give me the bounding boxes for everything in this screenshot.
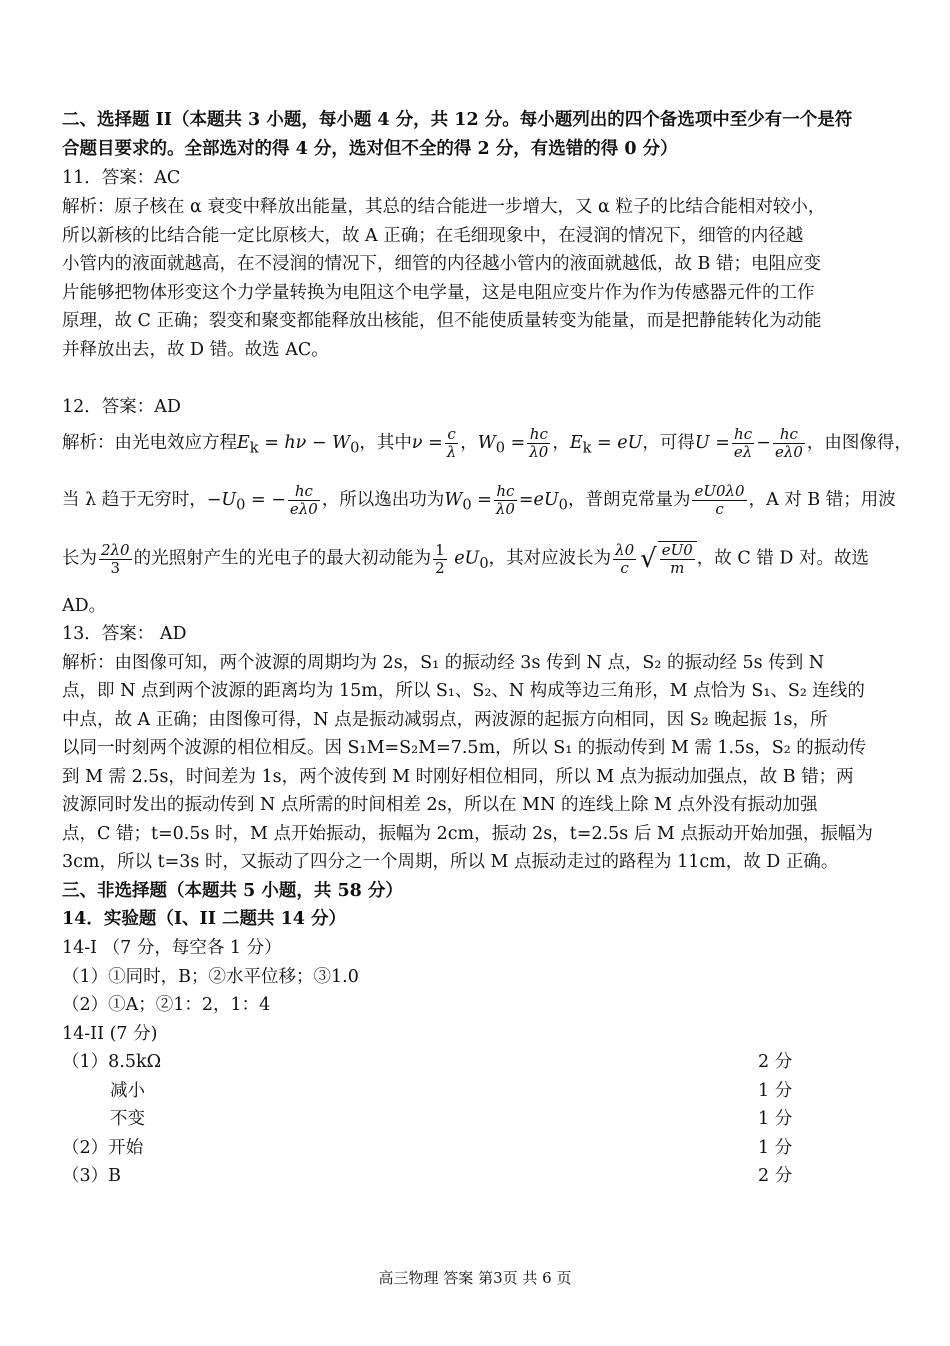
q13-line-7: 点，C 错；t=0.5s 时，M 点开始振动，振幅为 2cm，振动 2s，t=2.5s 后 M 点振动开始加强，振幅为 <box>62 824 873 844</box>
q13-line-2: 点，即 N 点到两个波源的距离均为 15m，所以 S₁、S₂、N 构成等边三角形，M 点恰为 S₁、S₂ 连线的 <box>62 681 865 701</box>
hc-over-lambda0-fraction: $\frac{hc}{\lambda 0}$ <box>529 425 549 461</box>
q11-line-6: 并释放出去，故 D 错。故选 AC。 <box>62 340 329 360</box>
one-half-fraction: $\frac{1}{2}$ <box>435 540 445 577</box>
q14-part2-row-3-label: 不变 <box>110 1109 145 1129</box>
q14-title: 14．实验题（I、II 二题共 14 分） <box>62 909 347 929</box>
q11-line-2: 所以新核的比结合能一定比原核大，故 A 正确；在毛细现象中，在浸润的情况下，细管的内径越 <box>62 226 804 246</box>
planck-constant-fraction: $\frac{eU0\lambda 0}{c}$ <box>694 482 745 518</box>
q14-part1-answer-2: （2）①A；②1：2，1：4 <box>62 995 271 1015</box>
q12-line-4: AD。 <box>62 596 107 616</box>
page-footer: 高三物理 答案 第3页 共 6 页 <box>378 1269 572 1287</box>
q14-part2-row-5-score: 2 分 <box>758 1166 793 1186</box>
hc-over-elambda-fraction: $\frac{hc}{e\lambda}$ <box>733 425 753 461</box>
q14-part1-title: 14-I （7 分，每空各 1 分） <box>62 938 282 958</box>
eu0-over-m-fraction: $\frac{eU0}{m}$ <box>661 541 693 577</box>
q13-line-6: 波源同时发出的振动传到 N 点所需的时间相差 2s，所以在 MN 的连线上除 M 点外没有振动加强 <box>62 795 818 815</box>
q14-part2-row-4-label: （2）开始 <box>62 1138 144 1158</box>
q14-part1-answer-1: （1）①同时，B；②水平位移；③1.0 <box>62 967 359 987</box>
q11-line-5: 原理，故 C 正确；裂变和聚变都能释放出核能，但不能使质量转变为能量，而是把静能转化为动能 <box>62 311 822 331</box>
q13-line-4: 以同一时刻两个波源的相位相反。因 S₁M=S₂M=7.5m，所以 S₁ 的振动传到 M 需 1.5s，S₂ 的振动传 <box>62 738 867 758</box>
q13-line-3: 中点，故 A 正确；由图像可得，N 点是振动减弱点，两波源的起振方向相同，因 S₂ 晚起振 1s，所 <box>62 710 828 730</box>
section2-heading-line1: 二、选择题 II（本题共 3 小题，每小题 4 分，共 12 分。每小题列出的四个备选项中至少有一个是符 <box>62 110 853 130</box>
c-over-lambda-fraction: $\frac{c}{\lambda}$ <box>446 425 457 461</box>
q11-line-4: 片能够把物体形变这个力学量转换为电阻这个电学量，这是电阻应变片作为作为传感器元件的工作 <box>62 283 815 303</box>
q14-part2-row-2-score: 1 分 <box>758 1081 793 1101</box>
q14-part2-row-1-score: 2 分 <box>758 1052 793 1072</box>
q11-line-1: 解析：原子核在 α 衰变中释放出能量，其总的结合能进一步增大，又 α 粒子的比结合能相对较小， <box>62 197 826 217</box>
hc-over-elambda0-fraction-2: $\frac{hc}{e\lambda 0}$ <box>289 482 318 518</box>
q14-part2-title: 14-II (7 分) <box>62 1024 158 1044</box>
q12-line-3: 长为 $\frac{2\lambda 0}{3}$ 的光照射产生的光电子的最大初动能为 $\frac{1}{2}$ $eU_0$，其对应波长为 $\frac{\lambda 0}{c}$ √ $\frac{eU0}{m}$ ，故 C 错 D 对。故选 <box>62 540 869 577</box>
q14-part2-row-1-label: （1）8.5kΩ <box>62 1052 162 1072</box>
q12-line-2: 当 λ 趋于无穷时，$-U_0$ = − $\frac{hc}{e\lambda 0}$ ，所以逸出功为$W_0$ = $\frac{hc}{\lambda 0}$ $=eU_0$，普朗克常量为 $\frac{eU0\lambda 0}{c}$ ，A 对 B 错；用波 <box>62 482 896 518</box>
q13-line-8: 3cm，所以 t=3s 时，又振动了四分之一个周期，所以 M 点振动走过的路程为 11cm，故 D 正确。 <box>62 852 839 872</box>
q14-part2-row-4-score: 1 分 <box>758 1138 793 1158</box>
q14-part2-row-3-score: 1 分 <box>758 1109 793 1129</box>
q13-answer: 13．答案： AD <box>62 624 187 644</box>
q13-line-5: 到 M 需 2.5s，时间差为 1s，两个波传到 M 时刚好相位相同，所以 M 点为振动加强点，故 B 错；两 <box>62 767 854 787</box>
hc-over-elambda0-fraction: $\frac{hc}{e\lambda 0}$ <box>774 425 803 461</box>
lambda0-over-c-fraction: $\frac{\lambda 0}{c}$ <box>615 540 635 577</box>
q12-answer: 12．答案：AD <box>62 397 181 417</box>
q12-line-1: 解析：由光电效应方程$E_k = h\nu - W_0$，其中ν = $\frac{c}{\lambda}$ ，$W_0$ = $\frac{hc}{\lambda 0}$ ，$E_k$ = eU，可得U = $\frac{hc}{e\lambda}$ − $\frac{hc}{e\lambda 0}$ ，由图像得， <box>62 425 912 461</box>
section3-heading: 三、非选择题（本题共 5 小题，共 58 分） <box>62 881 403 901</box>
q11-answer: 11．答案：AC <box>62 168 181 188</box>
q14-part2-row-5-label: （3）B <box>62 1166 121 1186</box>
q13-line-1: 解析：由图像可知，两个波源的周期均为 2s，S₁ 的振动经 3s 传到 N 点，S₂ 的振动经 5s 传到 N <box>62 653 825 673</box>
q11-line-3: 小管内的液面就越高，在不浸润的情况下，细管的内径越小管内的液面就越低，故 B 错；电阻应变 <box>62 254 821 274</box>
section2-heading-line2: 合题目要求的。全部选对的得 4 分，选对但不全的得 2 分，有选错的得 0 分） <box>62 139 678 159</box>
two-lambda0-over-3-fraction: $\frac{2\lambda 0}{3}$ <box>101 540 130 577</box>
sqrt-sign-icon: √ <box>640 544 657 574</box>
q14-part2-row-2-label: 减小 <box>110 1081 145 1101</box>
hc-over-lambda0-fraction-2: $\frac{hc}{\lambda 0}$ <box>495 482 515 518</box>
